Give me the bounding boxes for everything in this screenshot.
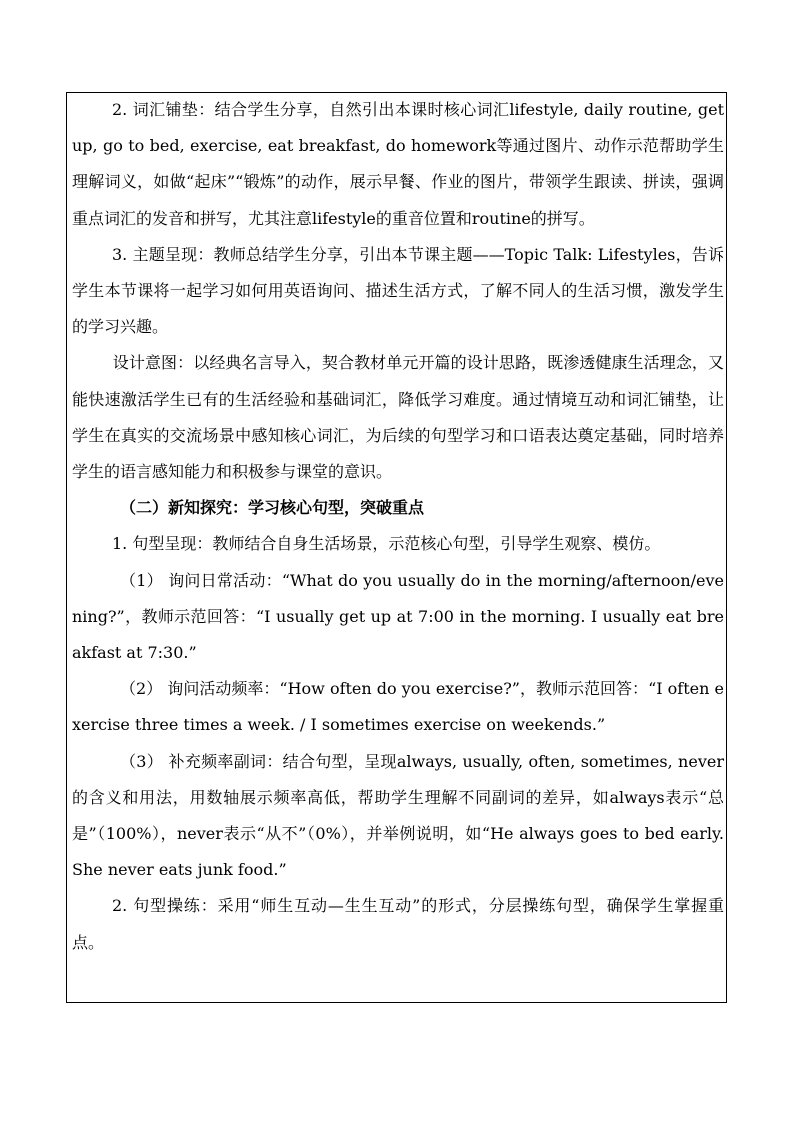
design-rationale-paragraph: 设计意图：以经典名言导入，契合教材单元开篇的设计思路，既渗透健康生活理念，又能快速激活学生已有的生活经验和基础词汇，降低学习难度。通过情境互动和词汇铺垫，让学生在真实的交流场景中感知核心词汇，为后续的句型学习和口语表达奠定基础，同时培养学生的语言感知能力和积极参与课堂的意识。	[72, 353, 724, 482]
section-heading: （二）新知探究：学习核心句型，突破重点	[120, 498, 425, 518]
topic-paragraph: 3. 主题呈现：教师总结学生分享，引出本节课主题——Topic Talk: Lifestyles，告诉学生本节课将一起学习如何用英语询问、描述生活方式，了解不同人的生活习惯，激发学生的学习兴趣。	[72, 244, 724, 337]
pattern-paragraph: 1. 句型呈现：教师结合自身生活场景，示范核心句型，引导学生观察、模仿。	[112, 534, 661, 554]
vocab-paragraph: 2. 词汇铺垫：结合学生分享，自然引出本课时核心词汇lifestyle, daily routine, get up, go to bed, exercise, eat breakfast, do homework等通过图片、动作示范帮助学生理解词义，如做“起床”“锻炼”的动作，展示早餐、作业的图片，带领学生跟读、拼读，强调重点词汇的发音和拼写，尤其注意lifestyle的重音位置和routine的拼写。	[72, 100, 724, 228]
drill-paragraph: 2. 句型操练：采用“师生互动—生生互动”的形式，分层操练句型，确保学生掌握重点。	[72, 896, 724, 952]
sub-item-adverbs: （3） 补充频率副词：结合句型，呈现always, usually, often, sometimes, never的含义和用法，用数轴展示频率高低，帮助学生理解不同副词的差异，如always表示“总是”（100%），never表示“从不”（0%），并举例说明，如“He always goes to bed early. She never eats junk food.”	[72, 751, 724, 880]
sub-item-frequency: （2） 询问活动频率：“How often do you exercise?”，教师示范回答：“I often exercise three times a week. / I sometimes exercise on weekends.”	[72, 679, 724, 735]
sub-item-daily-activity: （1） 询问日常活动：“What do you usually do in the morning/afternoon/evening?”，教师示范回答：“I usually get up at 7:00 in the morning. I usually eat breakfast at 7:30.”	[72, 570, 724, 663]
lesson-content	[72, 92, 724, 961]
